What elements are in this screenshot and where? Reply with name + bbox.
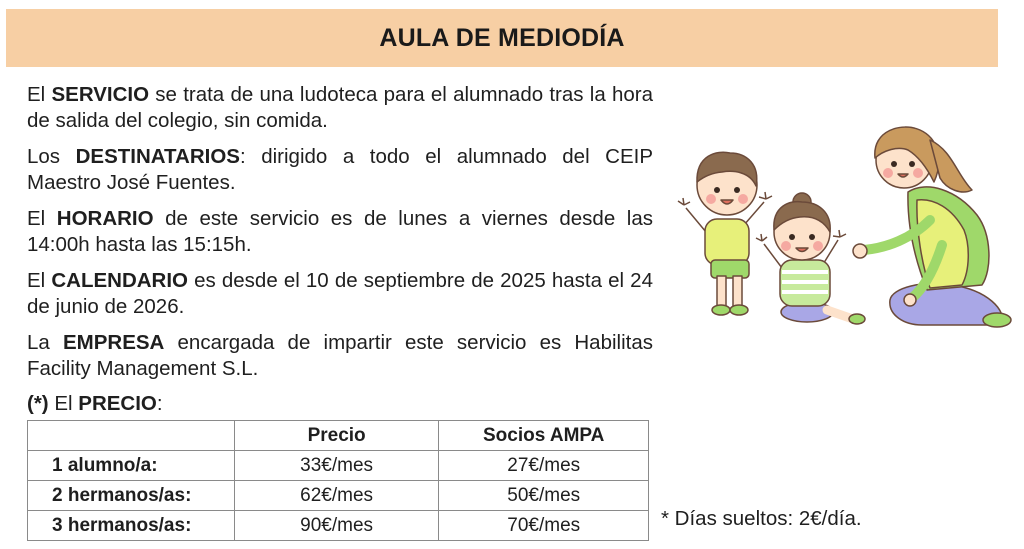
ampa-price-cell: 70€/mes: [439, 511, 649, 541]
table-header-row: [28, 421, 649, 451]
table-row: [28, 481, 649, 511]
ampa-price-cell: 27€/mes: [439, 451, 649, 481]
row-label: 3 hermanos/as:: [28, 511, 235, 541]
schedule-paragraph: El HORARIO de este servicio es de lunes a viernes desde las 14:00h hasta las 15:15h.: [27, 207, 653, 256]
girl-figure: [756, 193, 865, 324]
table-row: [28, 451, 649, 481]
table-row: [28, 511, 649, 541]
table-header-cell: Socios AMPA: [439, 421, 649, 451]
loose-days-footnote: * Días sueltos: 2€/día.: [661, 507, 862, 530]
table-header-cell: [28, 421, 235, 451]
recipients-paragraph: Los DESTINATARIOS: dirigido a todo el alumnado del CEIP Maestro José Fuentes.: [27, 145, 654, 194]
info-section: [27, 80, 653, 392]
calendar-paragraph: El CALENDARIO es desde el 10 de septiembre de 2025 hasta el 24 de junio de 2026.: [27, 269, 653, 318]
page-title: AULA DE MEDIODÍA: [379, 23, 625, 52]
children-playing-illustration-icon: [672, 120, 1017, 340]
price-cell: 90€/mes: [234, 511, 439, 541]
boy-figure: [678, 152, 772, 315]
row-label: 2 hermanos/as:: [28, 481, 235, 511]
ampa-price-cell: 50€/mes: [439, 481, 649, 511]
price-heading: (*) El PRECIO:: [27, 392, 163, 415]
price-cell: 62€/mes: [234, 481, 439, 511]
row-label: 1 alumno/a:: [28, 451, 235, 481]
service-paragraph: El SERVICIO se trata de una ludoteca para el alumnado tras la hora de salida del colegio, sin comida.: [27, 83, 653, 132]
teacher-figure: [853, 127, 1011, 327]
company-paragraph: La EMPRESA encargada de impartir este servicio es Habilitas Facility Management S.L.: [27, 331, 653, 380]
price-cell: 33€/mes: [234, 451, 439, 481]
table-header-cell: Precio: [234, 421, 439, 451]
price-table: [27, 420, 649, 541]
title-banner: [6, 9, 998, 67]
